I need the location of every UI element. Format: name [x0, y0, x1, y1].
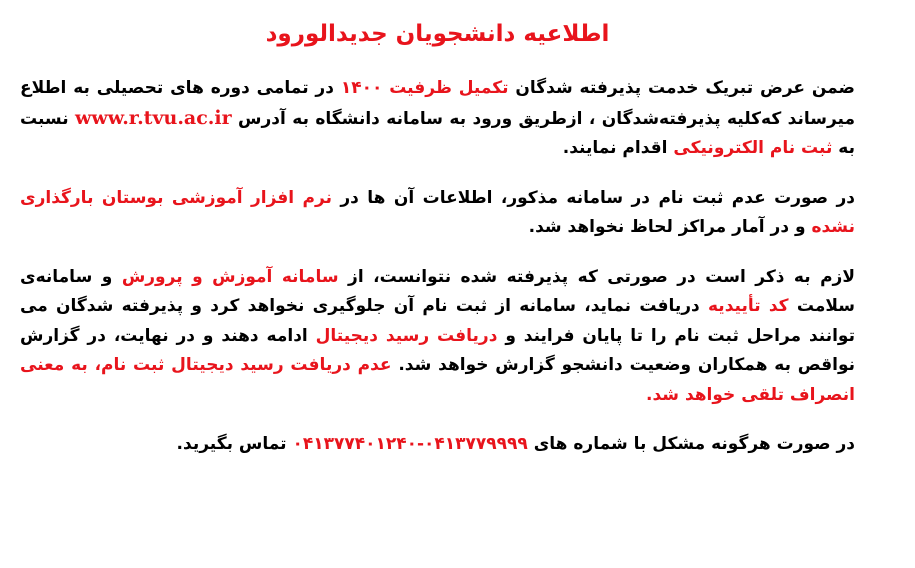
- text-segment: و سامانه‌ی سلامت: [20, 266, 855, 316]
- text-segment: نسبت به: [20, 108, 855, 158]
- paragraph-contact: [20, 430, 855, 460]
- text-segment: در صورت هرگونه مشکل با شماره های: [527, 434, 855, 454]
- highlight-electronic-registration: ثبت نام الکترونیکی: [673, 138, 833, 158]
- announcement-title: اطلاعیه دانشجویان جدیدالورود: [265, 21, 610, 47]
- university-url-link[interactable]: www.r.tvu.ac.ir: [75, 106, 232, 129]
- text-segment: دریافت نماید، سامانه از ثبت نام آن جلوگیری نخواهد کرد و پذیرفته شدگان می توانند مراحل ثبت نام را تا پایان فرایند و: [20, 296, 855, 346]
- text-segment: در صورت عدم ثبت نام در سامانه مذکور، اطلاعات آن ها در: [331, 187, 855, 208]
- highlight-withdrawal-notice: عدم دریافت رسید دیجیتال ثبت نام، به معنی انصراف تلقی خواهد شد.: [20, 355, 855, 405]
- text-segment: لازم به ذکر است در صورتی که پذیرفته شده نتوانست، از: [338, 266, 856, 287]
- text-segment: در تمامی دوره های تحصیلی به اطلاع میرساند که‌کلیه پذیرفته‌شدگان ، ازطریق ورود به سامانه دانشگاه به آدرس: [20, 78, 855, 129]
- highlight-capacity: تکمیل ظرفیت ۱۴۰۰: [340, 78, 509, 98]
- paragraph-warning: [20, 184, 855, 243]
- paragraph-registration: [20, 74, 855, 164]
- highlight-confirmation-code: کد تأییدیه: [708, 296, 789, 316]
- text-segment: تماس بگیرید.: [176, 434, 293, 454]
- text-segment: ضمن عرض تبریک خدمت پذیرفته شدگان: [508, 78, 855, 98]
- text-segment: اقدام نمایند.: [562, 138, 674, 158]
- text-segment: ادامه دهند و در نهایت، در گزارش نواقص به همکاران وضعیت دانشجو گزارش خواهد شد.: [20, 325, 855, 375]
- highlight-digital-receipt: دریافت رسید دیجیتال: [315, 325, 498, 346]
- text-segment: و در آمار مراکز لحاظ نخواهد شد.: [528, 217, 812, 237]
- paragraph-notes: [20, 263, 855, 411]
- highlight-education-system: سامانه آموزش و پرورش: [121, 266, 339, 287]
- contact-phone-numbers: ۰۴۱۳۷۷۴۰۱۲۴۰-۰۴۱۳۷۷۹۹۹۹: [292, 434, 528, 454]
- highlight-software-upload: نرم افزار آموزشی بوستان بارگذاری نشده: [20, 187, 855, 237]
